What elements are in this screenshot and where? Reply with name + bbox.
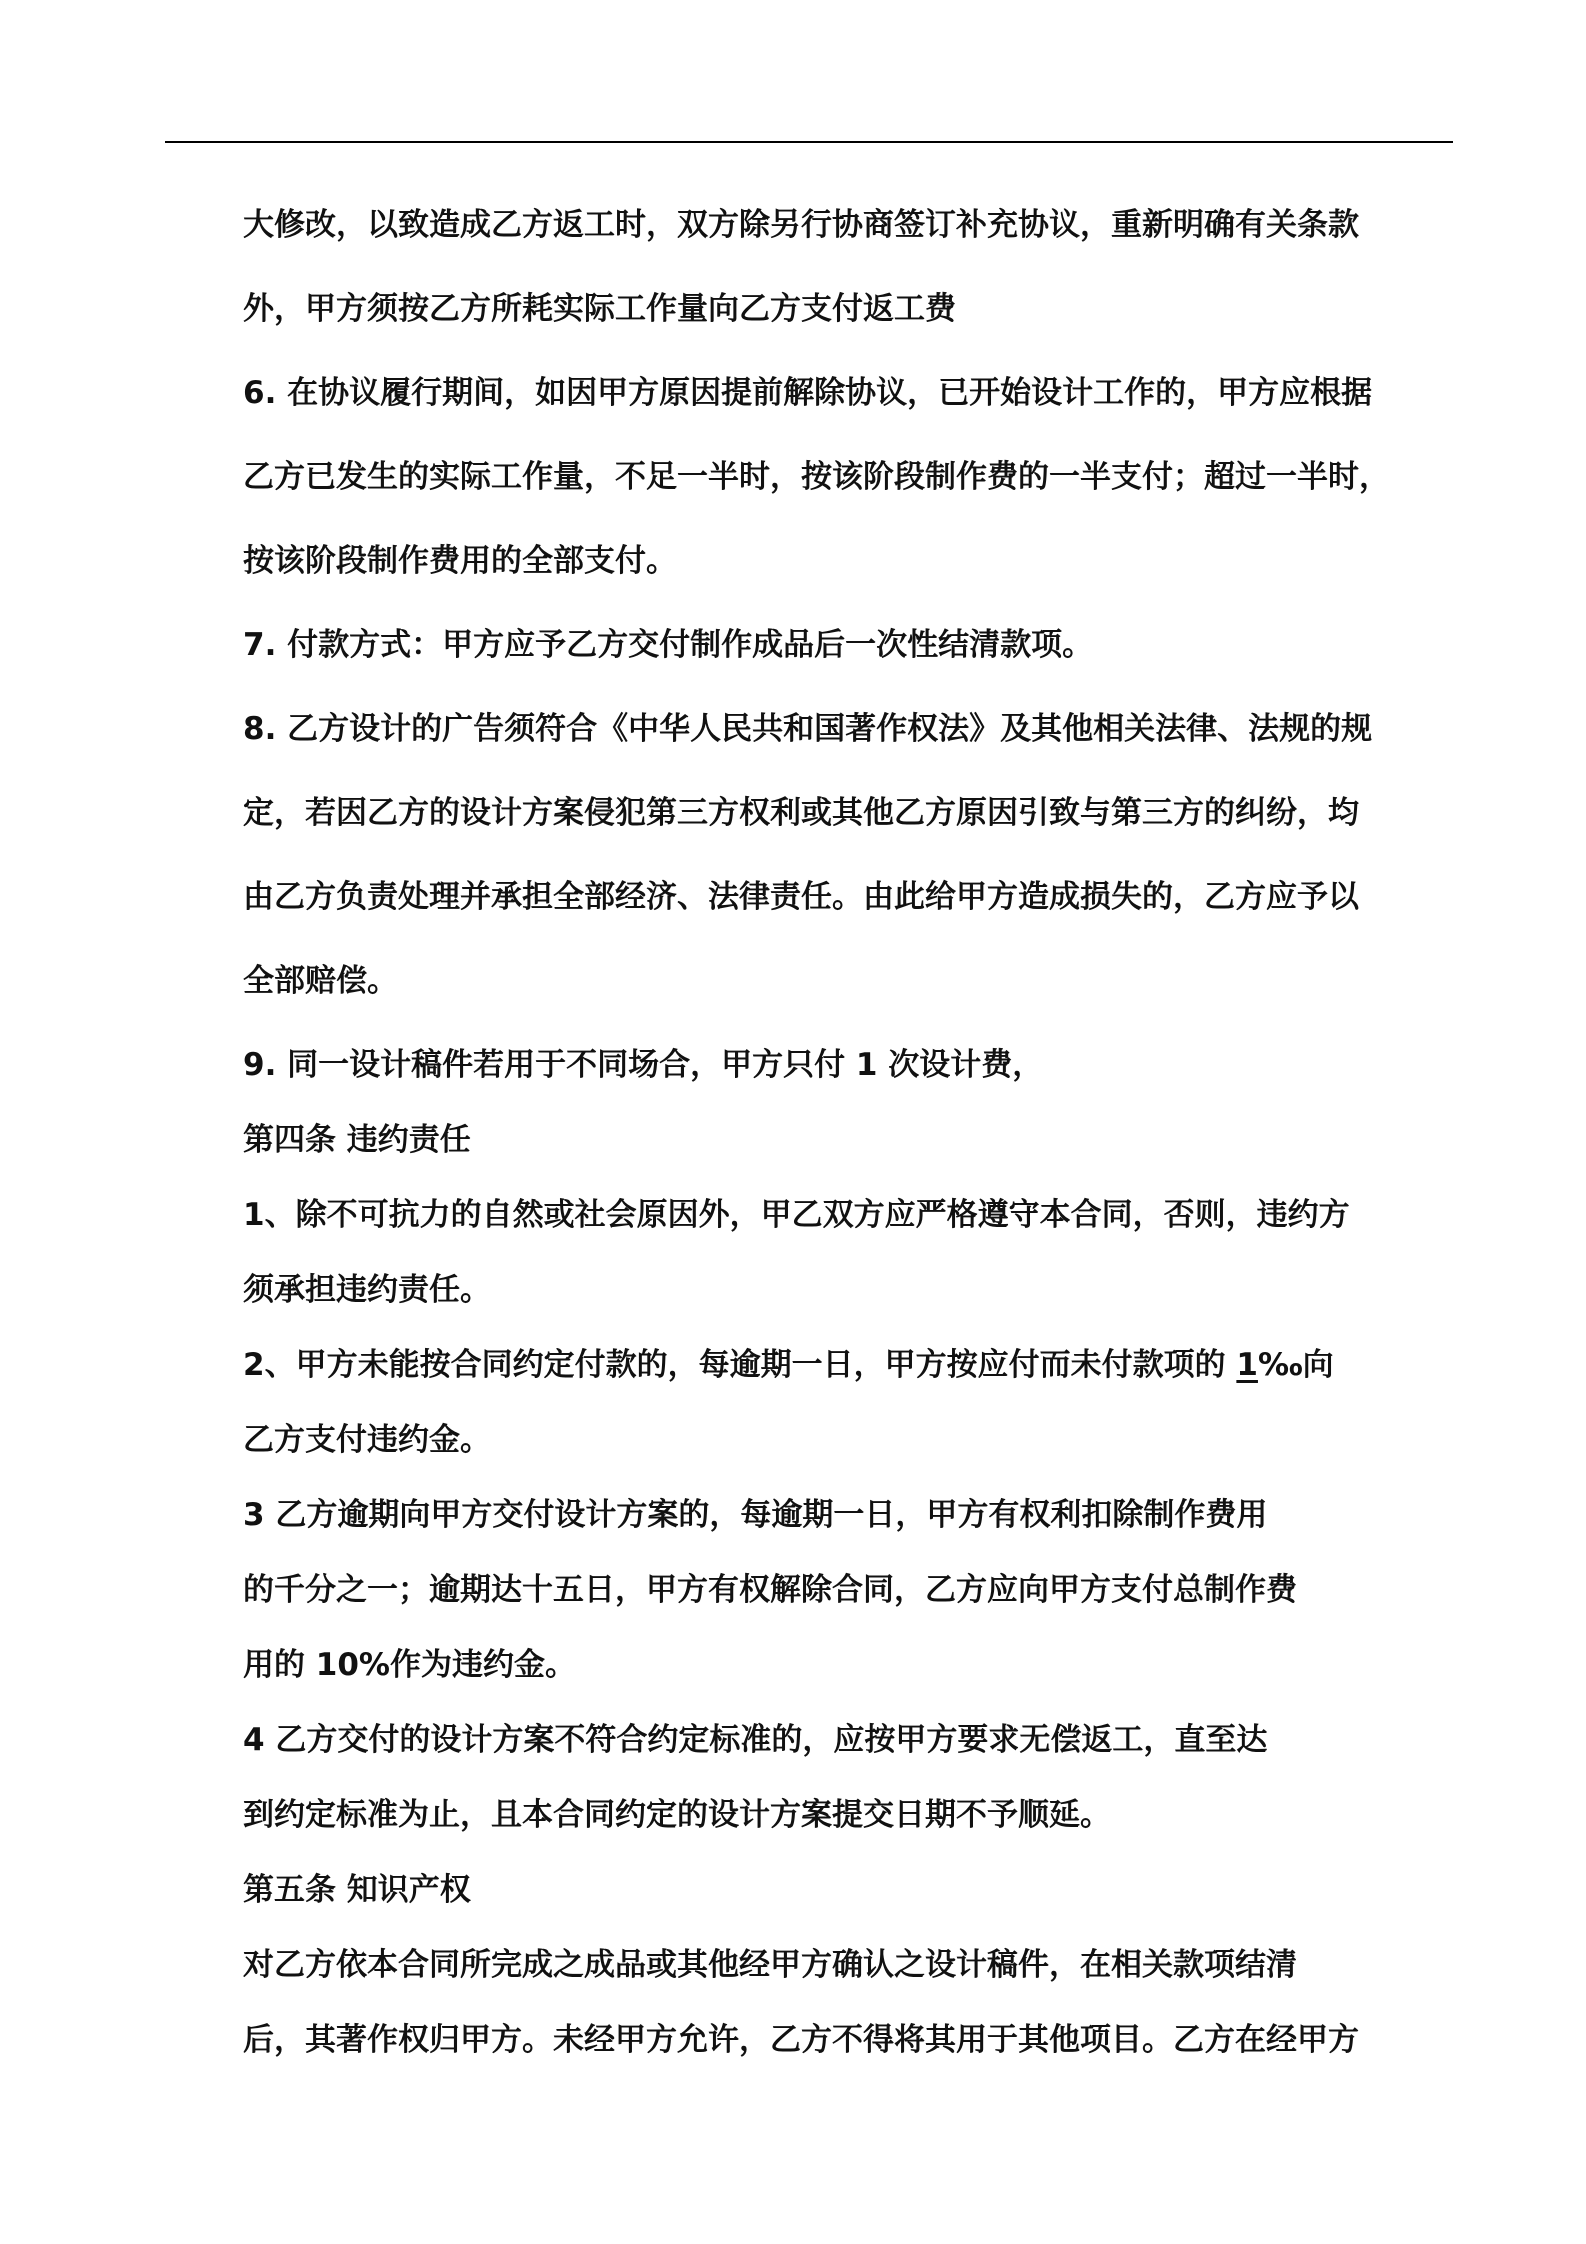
paragraph-line: 对乙方依本合同所完成之成品或其他经甲方确认之设计稿件，在相关款项结清 bbox=[243, 1947, 1297, 1983]
paragraph-line: 3 乙方逾期向甲方交付设计方案的，每逾期一日，甲方有权利扣除制作费用 bbox=[243, 1497, 1268, 1533]
header-rule bbox=[165, 141, 1453, 143]
paragraph-line: 全部赔偿。 bbox=[243, 963, 398, 999]
paragraph-line: 4 乙方交付的设计方案不符合约定标准的，应按甲方要求无偿返工，直至达 bbox=[243, 1722, 1268, 1758]
rate-suffix: ‰向 bbox=[1257, 1347, 1334, 1383]
paragraph-line: 用的 10%作为违约金。 bbox=[243, 1647, 576, 1683]
paragraph-line: 7. 付款方式：甲方应予乙方交付制作成品后一次性结清款项。 bbox=[243, 627, 1094, 663]
paragraph-line-with-rate bbox=[243, 1345, 1334, 1385]
section-heading-article-5: 第五条 知识产权 bbox=[243, 1872, 471, 1908]
paragraph-line: 9. 同一设计稿件若用于不同场合，甲方只付 1 次设计费， bbox=[243, 1047, 1044, 1083]
paragraph-line: 6. 在协议履行期间，如因甲方原因提前解除协议，已开始设计工作的，甲方应根据 bbox=[243, 375, 1373, 411]
paragraph-line: 到约定标准为止，且本合同约定的设计方案提交日期不予顺延。 bbox=[243, 1797, 1111, 1833]
paragraph-line: 乙方支付违约金。 bbox=[243, 1422, 491, 1458]
paragraph-line: 大修改，以致造成乙方返工时，双方除另行协商签订补充协议，重新明确有关条款 bbox=[243, 207, 1359, 243]
paragraph-line: 8. 乙方设计的广告须符合《中华人民共和国著作权法》及其他相关法律、法规的规 bbox=[243, 711, 1373, 747]
paragraph-line: 1、除不可抗力的自然或社会原因外，甲乙双方应严格遵守本合同，否则，违约方 bbox=[243, 1197, 1350, 1233]
paragraph-line: 后，其著作权归甲方。未经甲方允许，乙方不得将其用于其他项目。乙方在经甲方 bbox=[243, 2022, 1359, 2058]
paragraph-line: 按该阶段制作费用的全部支付。 bbox=[243, 543, 677, 579]
paragraph-line: 须承担违约责任。 bbox=[243, 1272, 491, 1308]
paragraph-line: 的千分之一；逾期达十五日，甲方有权解除合同，乙方应向甲方支付总制作费 bbox=[243, 1572, 1297, 1608]
penalty-rate-value: 1 bbox=[1236, 1347, 1258, 1383]
rate-sentence: 2、甲方未能按合同约定付款的，每逾期一日，甲方按应付而未付款项的 bbox=[243, 1347, 1226, 1383]
paragraph-line: 定，若因乙方的设计方案侵犯第三方权利或其他乙方原因引致与第三方的纠纷，均 bbox=[243, 795, 1359, 831]
paragraph-line: 外，甲方须按乙方所耗实际工作量向乙方支付返工费 bbox=[243, 291, 956, 327]
paragraph-line: 由乙方负责处理并承担全部经济、法律责任。由此给甲方造成损失的，乙方应予以 bbox=[243, 879, 1359, 915]
paragraph-line: 乙方已发生的实际工作量，不足一半时，按该阶段制作费的一半支付；超过一半时， bbox=[243, 459, 1390, 495]
section-heading-article-4: 第四条 违约责任 bbox=[243, 1122, 471, 1158]
